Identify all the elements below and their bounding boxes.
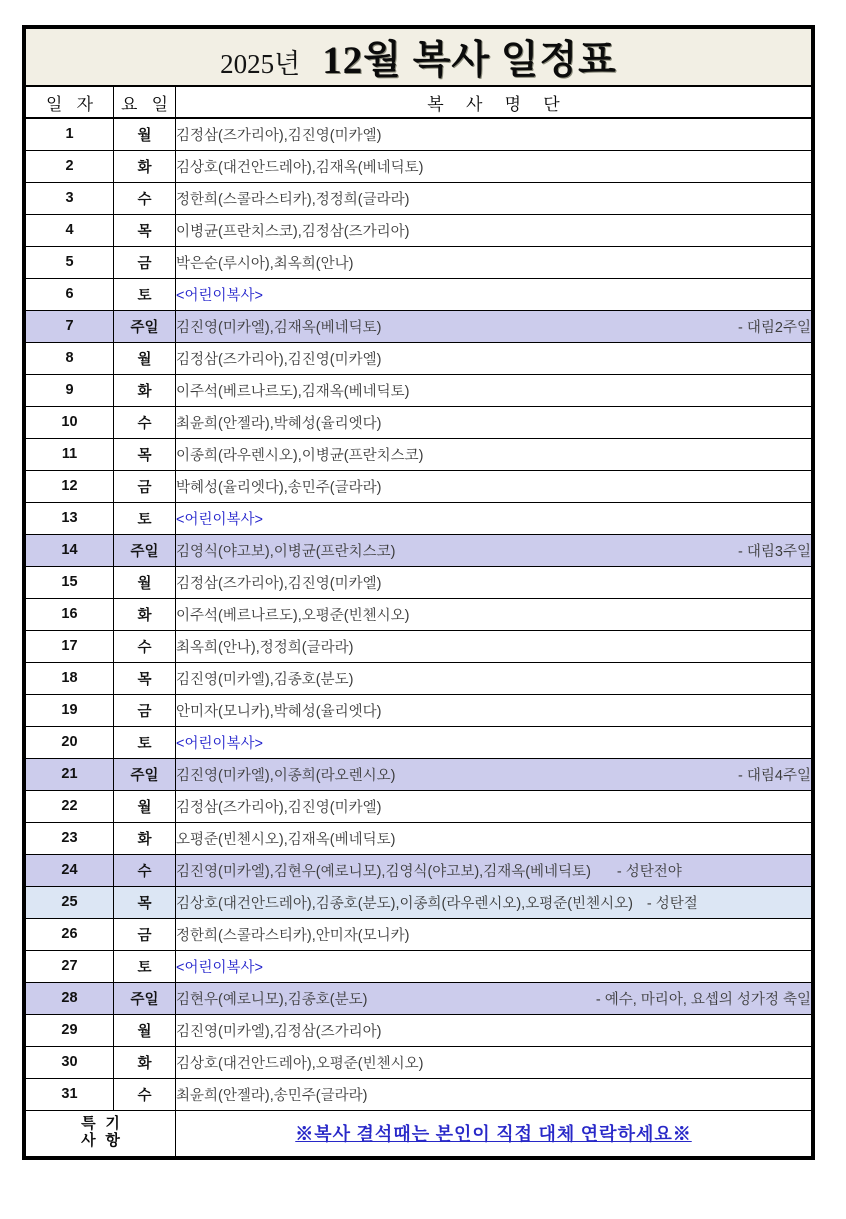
cell-day-of-week: 수: [114, 630, 176, 662]
table-row: [26, 598, 812, 630]
table-row: [26, 470, 812, 502]
cell-day-of-week: 토: [114, 726, 176, 758]
cell-day-of-week: 수: [114, 182, 176, 214]
table-row: [26, 950, 812, 982]
cell-date: 16: [26, 598, 114, 630]
cell-server-names: [176, 758, 812, 790]
kids-server-label: <어린이복사>: [176, 959, 263, 976]
cell-date: 4: [26, 214, 114, 246]
table-row: [26, 278, 812, 310]
cell-server-names: [176, 1078, 812, 1110]
cell-day-of-week: 월: [114, 566, 176, 598]
cell-day-of-week: 토: [114, 278, 176, 310]
cell-server-names: [176, 790, 812, 822]
liturgical-annotation: - 예수, 마리아, 요셉의 성가정 축일: [595, 991, 811, 1008]
table-row: [26, 790, 812, 822]
server-names: 최옥희(안나),정정희(글라라): [176, 639, 354, 656]
table-row: [26, 694, 812, 726]
cell-date: 11: [26, 438, 114, 470]
cell-server-names: [176, 118, 812, 150]
cell-date: 8: [26, 342, 114, 374]
cell-server-names: [176, 438, 812, 470]
cell-date: 7: [26, 310, 114, 342]
cell-date: 19: [26, 694, 114, 726]
table-row: [26, 310, 812, 342]
server-names: 김현우(예로니모),김종호(분도): [176, 991, 368, 1008]
cell-server-names: [176, 726, 812, 758]
cell-day-of-week: 주일: [114, 758, 176, 790]
schedule-table: [25, 28, 812, 1157]
server-names: 김정삼(즈가리아),김진영(미카엘): [176, 799, 382, 816]
cell-server-names: [176, 1046, 812, 1078]
cell-server-names: [176, 502, 812, 534]
cell-date: 2: [26, 150, 114, 182]
table-row: [26, 822, 812, 854]
title-cell: [26, 29, 812, 87]
cell-server-names: [176, 822, 812, 854]
cell-day-of-week: 화: [114, 598, 176, 630]
cell-date: 22: [26, 790, 114, 822]
cell-day-of-week: 주일: [114, 982, 176, 1014]
cell-server-names: [176, 246, 812, 278]
cell-day-of-week: 금: [114, 694, 176, 726]
server-names: 김상호(대건안드레아),김종호(분도),이종희(라우렌시오),오평준(빈첸시오): [176, 895, 633, 912]
liturgical-annotation: - 대림3주일: [738, 543, 811, 560]
column-header-names: 복 사 명 단: [176, 86, 812, 118]
server-names: 김상호(대건안드레아),오평준(빈첸시오): [176, 1055, 424, 1072]
schedule-sheet: [22, 25, 815, 1160]
cell-server-names: [176, 886, 812, 918]
column-header-dow: 요 일: [114, 86, 176, 118]
footer-label-line2: 사 항: [81, 1133, 123, 1149]
server-names: 최윤희(안젤라),송민주(글라라): [176, 1087, 368, 1104]
column-header-date: 일 자: [26, 86, 114, 118]
cell-day-of-week: 목: [114, 886, 176, 918]
table-row: [26, 566, 812, 598]
table-row: [26, 1078, 812, 1110]
table-row: [26, 182, 812, 214]
cell-date: 30: [26, 1046, 114, 1078]
footer-label: [26, 1110, 176, 1156]
cell-date: 26: [26, 918, 114, 950]
server-names: 박혜성(율리엣다),송민주(글라라): [176, 479, 382, 496]
table-row: [26, 886, 812, 918]
cell-date: 1: [26, 118, 114, 150]
server-names: 이주석(베르나르도),오평준(빈첸시오): [176, 607, 410, 624]
cell-server-names: [176, 150, 812, 182]
cell-date: 3: [26, 182, 114, 214]
cell-day-of-week: 토: [114, 502, 176, 534]
cell-day-of-week: 목: [114, 438, 176, 470]
liturgical-annotation: - 대림2주일: [738, 319, 811, 336]
cell-day-of-week: 월: [114, 118, 176, 150]
liturgical-annotation: - 성탄전야: [616, 863, 682, 880]
server-names: 박은순(루시아),최옥희(안나): [176, 255, 354, 272]
cell-date: 20: [26, 726, 114, 758]
cell-server-names: [176, 214, 812, 246]
server-names: 정한희(스콜라스티카),정정희(글라라): [176, 191, 410, 208]
footer-row: [26, 1110, 812, 1156]
table-row: [26, 342, 812, 374]
cell-day-of-week: 주일: [114, 534, 176, 566]
cell-date: 27: [26, 950, 114, 982]
table-row: [26, 406, 812, 438]
cell-day-of-week: 토: [114, 950, 176, 982]
cell-server-names: [176, 470, 812, 502]
cell-date: 13: [26, 502, 114, 534]
cell-server-names: [176, 374, 812, 406]
table-row: [26, 1046, 812, 1078]
cell-server-names: [176, 566, 812, 598]
server-names: 정한희(스콜라스티카),안미자(모니카): [176, 927, 410, 944]
cell-server-names: [176, 950, 812, 982]
title-row: [26, 29, 812, 87]
page-title: 12월 복사 일정표: [322, 39, 617, 82]
cell-server-names: [176, 982, 812, 1014]
cell-day-of-week: 수: [114, 406, 176, 438]
server-names: 김상호(대건안드레아),김재옥(베네딕토): [176, 159, 424, 176]
cell-server-names: [176, 662, 812, 694]
cell-date: 17: [26, 630, 114, 662]
cell-day-of-week: 월: [114, 790, 176, 822]
liturgical-annotation: - 성탄절: [646, 895, 698, 912]
schedule-table-body: [26, 29, 812, 1157]
server-names: 김진영(미카엘),김정삼(즈가리아): [176, 1023, 382, 1040]
cell-day-of-week: 화: [114, 150, 176, 182]
cell-date: 31: [26, 1078, 114, 1110]
cell-day-of-week: 금: [114, 246, 176, 278]
cell-server-names: [176, 278, 812, 310]
cell-date: 15: [26, 566, 114, 598]
table-row: [26, 534, 812, 566]
cell-server-names: [176, 534, 812, 566]
cell-server-names: [176, 1014, 812, 1046]
table-row: [26, 438, 812, 470]
table-row: [26, 726, 812, 758]
table-row: [26, 502, 812, 534]
server-names: 이병균(프란치스코),김정삼(즈가리아): [176, 223, 410, 240]
cell-day-of-week: 목: [114, 214, 176, 246]
cell-day-of-week: 목: [114, 662, 176, 694]
cell-server-names: [176, 406, 812, 438]
server-names: 안미자(모니카),박혜성(율리엣다): [176, 703, 382, 720]
footer-label-line1: 특 기: [81, 1115, 123, 1132]
cell-day-of-week: 수: [114, 854, 176, 886]
cell-day-of-week: 월: [114, 342, 176, 374]
table-row: [26, 854, 812, 886]
cell-day-of-week: 주일: [114, 310, 176, 342]
table-row: [26, 982, 812, 1014]
liturgical-annotation: - 대림4주일: [738, 767, 811, 784]
cell-day-of-week: 월: [114, 1014, 176, 1046]
cell-date: 29: [26, 1014, 114, 1046]
cell-date: 23: [26, 822, 114, 854]
cell-day-of-week: 금: [114, 918, 176, 950]
table-row: [26, 630, 812, 662]
cell-day-of-week: 수: [114, 1078, 176, 1110]
cell-day-of-week: 금: [114, 470, 176, 502]
cell-day-of-week: 화: [114, 1046, 176, 1078]
footer-note: ※복사 결석때는 본인이 직접 대체 연락하세요※: [176, 1110, 812, 1156]
server-names: 김정삼(즈가리아),김진영(미카엘): [176, 575, 382, 592]
server-names: 김정삼(즈가리아),김진영(미카엘): [176, 127, 382, 144]
server-names: 이종희(라우렌시오),이병균(프란치스코): [176, 447, 424, 464]
table-row: [26, 214, 812, 246]
table-row: [26, 1014, 812, 1046]
column-header-row: [26, 86, 812, 118]
table-row: [26, 150, 812, 182]
table-row: [26, 758, 812, 790]
server-names: 김영식(야고보),이병균(프란치스코): [176, 543, 396, 560]
cell-date: 9: [26, 374, 114, 406]
cell-date: 14: [26, 534, 114, 566]
server-names: 오평준(빈첸시오),김재옥(베네딕토): [176, 831, 396, 848]
cell-server-names: [176, 598, 812, 630]
cell-server-names: [176, 694, 812, 726]
kids-server-label: <어린이복사>: [176, 735, 263, 752]
server-names: 이주석(베르나르도),김재옥(베네딕토): [176, 383, 410, 400]
server-names: 김진영(미카엘),김종호(분도): [176, 671, 354, 688]
server-names: 김정삼(즈가리아),김진영(미카엘): [176, 351, 382, 368]
cell-date: 25: [26, 886, 114, 918]
cell-server-names: [176, 854, 812, 886]
cell-server-names: [176, 342, 812, 374]
table-row: [26, 118, 812, 150]
cell-date: 21: [26, 758, 114, 790]
cell-date: 18: [26, 662, 114, 694]
cell-date: 5: [26, 246, 114, 278]
cell-date: 12: [26, 470, 114, 502]
server-names: 김진영(미카엘),김현우(예로니모),김영식(야고보),김재옥(베네딕토): [176, 863, 591, 880]
server-names: 최윤희(안젤라),박혜성(율리엣다): [176, 415, 382, 432]
cell-day-of-week: 화: [114, 822, 176, 854]
cell-server-names: [176, 310, 812, 342]
server-names: 김진영(미카엘),김재옥(베네딕토): [176, 319, 382, 336]
kids-server-label: <어린이복사>: [176, 511, 263, 528]
cell-date: 28: [26, 982, 114, 1014]
table-row: [26, 246, 812, 278]
cell-date: 24: [26, 854, 114, 886]
cell-date: 10: [26, 406, 114, 438]
table-row: [26, 662, 812, 694]
cell-server-names: [176, 182, 812, 214]
cell-day-of-week: 화: [114, 374, 176, 406]
table-row: [26, 374, 812, 406]
table-row: [26, 918, 812, 950]
cell-server-names: [176, 630, 812, 662]
cell-server-names: [176, 918, 812, 950]
kids-server-label: <어린이복사>: [176, 287, 263, 304]
cell-date: 6: [26, 278, 114, 310]
title-year: 2025년: [220, 49, 301, 79]
server-names: 김진영(미카엘),이종희(라오렌시오): [176, 767, 396, 784]
